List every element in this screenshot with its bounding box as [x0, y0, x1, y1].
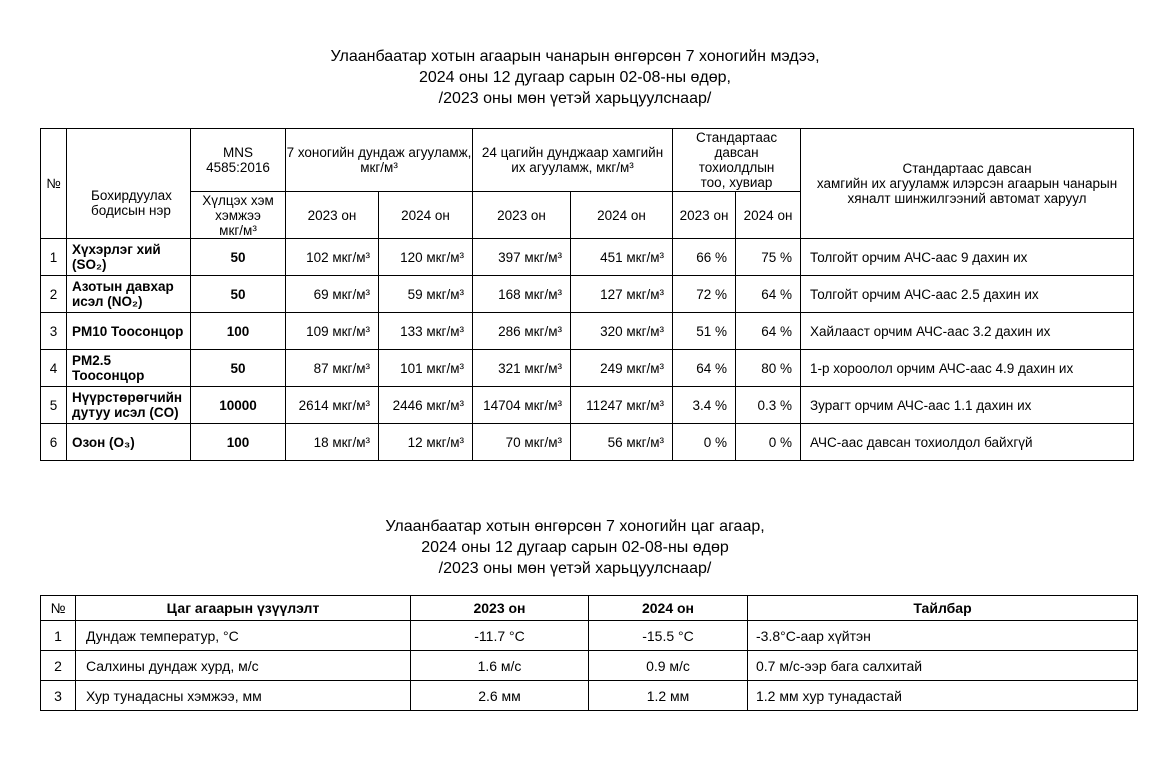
- exceed-2023-subheader: 2023 он: [673, 192, 736, 239]
- exceed-2023-cell: 66 %: [673, 239, 736, 276]
- no-column-header: №: [41, 596, 76, 621]
- mns-standard-header: [191, 129, 286, 192]
- weather-table: [40, 595, 1138, 711]
- max24-2024-cell: 320 мкг/м³: [571, 313, 673, 350]
- air-report-title-line: 2024 оны 12 дугаар сарын 02-08-ны өдөр,: [418, 69, 731, 86]
- pollutant-row: [41, 239, 1134, 276]
- avg7-group-header: 7 хоногийн дундаж агууламж, мкг/м³: [286, 129, 473, 192]
- max24-2023-cell: 321 мкг/м³: [473, 350, 571, 387]
- station-cell: Толгойт орчим АЧС-аас 2.5 дахин их: [801, 276, 1134, 313]
- limit-column-header: [191, 192, 286, 239]
- avg7-2023-cell: 87 мкг/м³: [286, 350, 379, 387]
- exceed-2024-subheader: 2024 он: [736, 192, 801, 239]
- row-number-cell: 3: [41, 313, 67, 350]
- avg7-2023-cell: 18 мкг/м³: [286, 424, 379, 461]
- station-column-header: [801, 129, 1134, 239]
- note-cell: 0.7 м/с-ээр бага салхитай: [748, 651, 1138, 681]
- mns-standard-header-line: MNS: [223, 145, 253, 160]
- exceed-2024-cell: 80 %: [736, 350, 801, 387]
- max24-2024-cell: 249 мкг/м³: [571, 350, 673, 387]
- air-quality-table: [40, 128, 1134, 461]
- pollutant-name-cell: Нүүрстөрөгчийн дутуу исэл (CO): [67, 387, 191, 424]
- weather-row: [41, 651, 1138, 681]
- air-report-title: [0, 46, 1150, 109]
- limit-cell: 100: [191, 424, 286, 461]
- exceed-2024-cell: 0.3 %: [736, 387, 801, 424]
- indicator-column-header: Цаг агаарын үзүүлэлт: [76, 596, 411, 621]
- station-cell: Хайлааст орчим АЧС-аас 3.2 дахин их: [801, 313, 1134, 350]
- weather-report-title: [0, 516, 1150, 579]
- station-cell: АЧС-аас давсан тохиолдол байхгүй: [801, 424, 1134, 461]
- avg7-2023-cell: 69 мкг/м³: [286, 276, 379, 313]
- max24-group-header: 24 цагийн дунджаар хамгийн их агууламж, мкг/м³: [473, 129, 673, 192]
- max24-2024-cell: 11247 мкг/м³: [571, 387, 673, 424]
- row-number-cell: 6: [41, 424, 67, 461]
- row-number-cell: 2: [41, 276, 67, 313]
- note-cell: 1.2 мм хур тунадастай: [748, 681, 1138, 711]
- max24-2023-cell: 397 мкг/м³: [473, 239, 571, 276]
- weather-row: [41, 681, 1138, 711]
- pollutant-name-cell: Озон (O₃): [67, 424, 191, 461]
- avg7-2024-cell: 101 мкг/м³: [379, 350, 473, 387]
- station-column-header-line: хяналт шинжилгээний автомат харуул: [847, 191, 1087, 206]
- year-2024-column-header: 2024 он: [589, 596, 748, 621]
- row-number-cell: 5: [41, 387, 67, 424]
- station-column-header-line: хамгийн их агууламж илэрсэн агаарын чанарын: [816, 176, 1118, 191]
- limit-column-header-line: мкг/м³: [219, 222, 257, 238]
- weather-table-header-row: [41, 596, 1138, 621]
- exceed-2024-cell: 75 %: [736, 239, 801, 276]
- limit-cell: 50: [191, 239, 286, 276]
- note-cell: -3.8°С-аар хүйтэн: [748, 621, 1138, 651]
- air-report-title-line: Улаанбаатар хотын агаарын чанарын өнгөрсөн 7 хоногийн мэдээ,: [330, 48, 820, 65]
- avg7-2024-cell: 12 мкг/м³: [379, 424, 473, 461]
- station-cell: Зурагт орчим АЧС-аас 1.1 дахин их: [801, 387, 1134, 424]
- note-column-header: Тайлбар: [748, 596, 1138, 621]
- station-cell: Толгойт орчим АЧС-аас 9 дахин их: [801, 239, 1134, 276]
- avg7-2024-subheader: 2024 он: [379, 192, 473, 239]
- pollutant-row: [41, 350, 1134, 387]
- exceed-2024-cell: 0 %: [736, 424, 801, 461]
- avg7-2023-subheader: 2023 он: [286, 192, 379, 239]
- station-cell: 1-р хороолол орчим АЧС-аас 4.9 дахин их: [801, 350, 1134, 387]
- limit-cell: 50: [191, 276, 286, 313]
- air-table-header-row: [41, 129, 1134, 192]
- row-number-cell: 1: [41, 621, 76, 651]
- pollutant-row: [41, 313, 1134, 350]
- exceed-2023-cell: 64 %: [673, 350, 736, 387]
- exceed-group-header: Стандартаас давсан тохиолдлын тоо, хувиар: [673, 129, 801, 192]
- limit-cell: 50: [191, 350, 286, 387]
- pollutant-name-cell: PM2.5 Тоосонцор: [67, 350, 191, 387]
- weather-row: [41, 621, 1138, 651]
- value-2023-cell: -11.7 °С: [411, 621, 589, 651]
- weather-report-title-line: Улаанбаатар хотын өнгөрсөн 7 хоногийн цаг агаар,: [385, 518, 765, 535]
- value-2024-cell: -15.5 °С: [589, 621, 748, 651]
- max24-2023-cell: 70 мкг/м³: [473, 424, 571, 461]
- indicator-cell: Салхины дундаж хурд, м/с: [76, 651, 411, 681]
- max24-2024-cell: 451 мкг/м³: [571, 239, 673, 276]
- limit-cell: 10000: [191, 387, 286, 424]
- avg7-2024-cell: 59 мкг/м³: [379, 276, 473, 313]
- max24-2023-cell: 168 мкг/м³: [473, 276, 571, 313]
- max24-2023-cell: 286 мкг/м³: [473, 313, 571, 350]
- exceed-2023-cell: 51 %: [673, 313, 736, 350]
- mns-standard-header-line: 4585:2016: [206, 160, 270, 175]
- station-column-header-line: Стандартаас давсан: [902, 161, 1032, 176]
- air-report-title-line: /2023 оны мөн үетэй харьцуулснаар/: [438, 90, 712, 107]
- weather-report-title-line: /2023 оны мөн үетэй харьцуулснаар/: [438, 560, 712, 577]
- exceed-2024-cell: 64 %: [736, 276, 801, 313]
- exceed-2023-cell: 3.4 %: [673, 387, 736, 424]
- exceed-2023-cell: 72 %: [673, 276, 736, 313]
- indicator-cell: Хур тунадасны хэмжээ, мм: [76, 681, 411, 711]
- max24-2023-subheader: 2023 он: [473, 192, 571, 239]
- pollutant-name-cell: PM10 Тоосонцор: [67, 313, 191, 350]
- row-number-cell: 1: [41, 239, 67, 276]
- max24-2023-cell: 14704 мкг/м³: [473, 387, 571, 424]
- exceed-2023-cell: 0 %: [673, 424, 736, 461]
- year-2023-column-header: 2023 он: [411, 596, 589, 621]
- pollutant-column-header: Бохирдуулах бодисын нэр: [67, 129, 191, 239]
- exceed-2024-cell: 64 %: [736, 313, 801, 350]
- row-number-cell: 3: [41, 681, 76, 711]
- avg7-2024-cell: 120 мкг/м³: [379, 239, 473, 276]
- value-2023-cell: 2.6 мм: [411, 681, 589, 711]
- pollutant-name-cell: Азотын давхар исэл (NO₂): [67, 276, 191, 313]
- avg7-2024-cell: 133 мкг/м³: [379, 313, 473, 350]
- weather-report-title-line: 2024 оны 12 дугаар сарын 02-08-ны өдөр: [421, 539, 729, 556]
- limit-cell: 100: [191, 313, 286, 350]
- row-number-cell: 4: [41, 350, 67, 387]
- value-2024-cell: 1.2 мм: [589, 681, 748, 711]
- max24-2024-cell: 127 мкг/м³: [571, 276, 673, 313]
- limit-column-header-line: хэмжээ: [215, 207, 261, 223]
- max24-2024-subheader: 2024 он: [571, 192, 673, 239]
- pollutant-row: [41, 387, 1134, 424]
- avg7-2023-cell: 102 мкг/м³: [286, 239, 379, 276]
- avg7-2024-cell: 2446 мкг/м³: [379, 387, 473, 424]
- avg7-2023-cell: 109 мкг/м³: [286, 313, 379, 350]
- no-column-header: №: [41, 129, 67, 239]
- max24-2024-cell: 56 мкг/м³: [571, 424, 673, 461]
- pollutant-row: [41, 276, 1134, 313]
- pollutant-name-cell: Хүхэрлэг хий (SO₂): [67, 239, 191, 276]
- avg7-2023-cell: 2614 мкг/м³: [286, 387, 379, 424]
- value-2023-cell: 1.6 м/с: [411, 651, 589, 681]
- row-number-cell: 2: [41, 651, 76, 681]
- pollutant-row: [41, 424, 1134, 461]
- indicator-cell: Дундаж температур, °С: [76, 621, 411, 651]
- limit-column-header-line: Хүлцэх хэм: [202, 192, 274, 208]
- value-2024-cell: 0.9 м/с: [589, 651, 748, 681]
